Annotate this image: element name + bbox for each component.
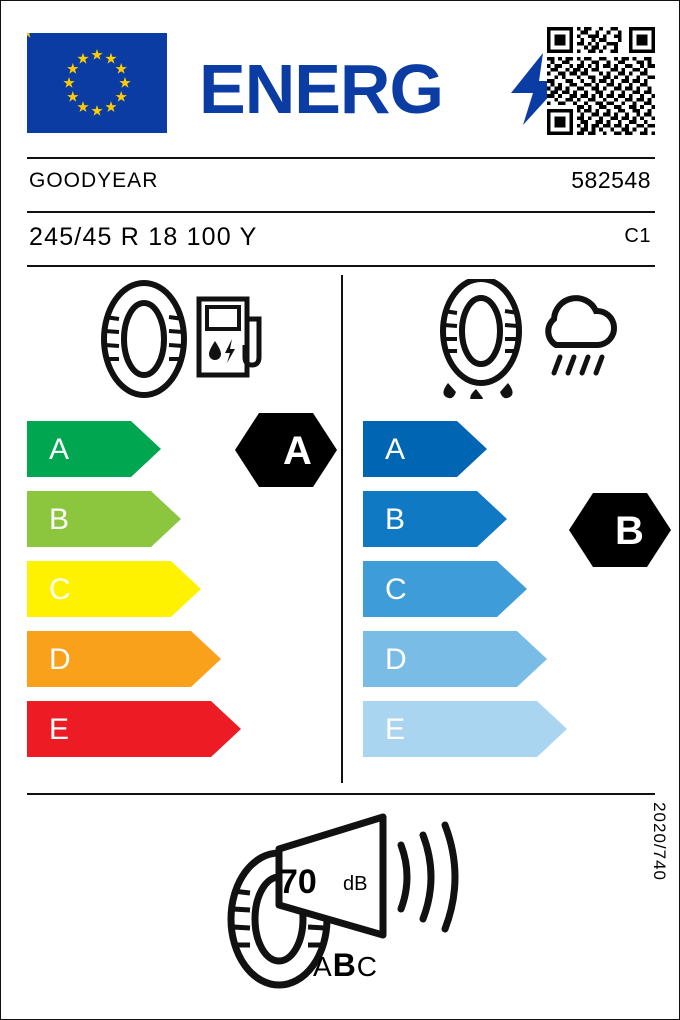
label-header (27, 27, 655, 139)
wet-grade-a-letter: A (385, 433, 406, 466)
wet-grade-b-letter: B (385, 503, 406, 536)
divider-size (27, 265, 655, 267)
noise-value: 70 (279, 863, 317, 901)
noise-class-a: A (313, 951, 333, 982)
wet-grade-c-letter: C (385, 573, 407, 606)
noise-class-c: C (356, 951, 379, 982)
tyre-rain-cloud-icon (426, 279, 626, 399)
european-union-flag-icon (27, 33, 167, 133)
noise-class-b: B (332, 947, 357, 983)
eu-stars (27, 33, 167, 133)
tyre-serial: 582548 (571, 167, 651, 193)
wet-grade-value: B (615, 509, 644, 553)
wet-grade-e-letter: E (385, 713, 406, 746)
wet-grade-d-letter: D (385, 643, 407, 676)
fuel-grade-a-letter: A (49, 433, 70, 466)
divider-vertical (341, 275, 343, 783)
tyre-fuel-pump-icon (89, 279, 269, 399)
noise-unit: dB (343, 873, 368, 895)
fuel-grade-e-letter: E (49, 713, 70, 746)
divider-top (27, 157, 655, 159)
tyre-brand: GOODYEAR (29, 169, 159, 192)
fuel-grade-b-letter: B (49, 503, 70, 536)
fuel-grade-c-letter: C (49, 573, 71, 606)
noise-class-scale (313, 947, 378, 984)
tyre-class: C1 (624, 225, 651, 247)
divider-noise (27, 793, 655, 795)
divider-brand (27, 211, 655, 213)
tyre-size: 245/45 R 18 100 Y (29, 223, 258, 251)
page-title: ENERG (199, 50, 443, 128)
qr-code-icon (547, 27, 655, 135)
regulation-reference: 2020/740 (650, 802, 669, 881)
fuel-grade-value: A (283, 429, 312, 473)
fuel-grade-d-letter: D (49, 643, 71, 676)
